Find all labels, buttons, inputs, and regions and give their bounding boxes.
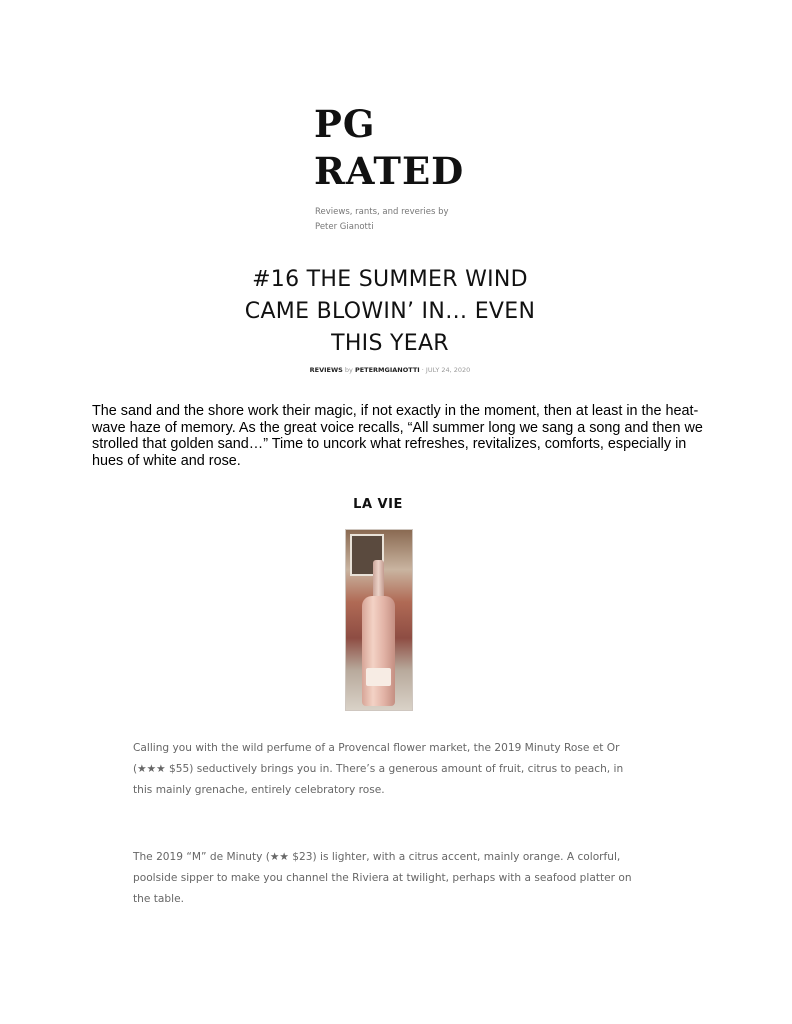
post-category-link[interactable]: REVIEWS — [309, 366, 343, 374]
site-logo-line-1[interactable]: PG — [314, 102, 376, 146]
intro-paragraph: The sand and the shore work their magic, if not exactly in the moment, then at least in the heat-wave haze of memory. As the great voice recalls, “All summer long we sang a song and then we strolled that golden sand…” Time to uncork what refreshes, revitalizes, comforts, especially in hues of white and rose. — [92, 403, 703, 469]
post-title-line-3: THIS YEAR — [331, 331, 449, 356]
post-title — [200, 264, 580, 360]
post-date: · JULY 24, 2020 — [419, 366, 471, 374]
wine-bottle-photo — [345, 529, 413, 711]
post-meta — [200, 366, 580, 374]
post-author-link[interactable]: PETERMGIANOTTI — [354, 366, 420, 374]
bottle-body — [362, 596, 395, 706]
site-tagline — [315, 205, 449, 235]
post-title-line-1: #16 THE SUMMER WIND — [252, 267, 528, 292]
bottle-neck — [373, 560, 384, 600]
site-logo-line-2[interactable]: RATED — [314, 149, 465, 193]
tagline-line-1: Reviews, rants, and reveries by — [315, 207, 449, 217]
section-heading: LA VIE — [353, 497, 403, 512]
tagline-line-2: Peter Gianotti — [315, 222, 374, 232]
review-paragraph-2: The 2019 “M” de Minuty (★★ $23) is lighter, with a citrus accent, mainly orange. A colorful, poolside sipper to make you channel the Riviera at twilight, perhaps with a seafood platter on the table. — [133, 851, 632, 905]
post-title-line-2: CAME BLOWIN’ IN… EVEN — [244, 299, 536, 324]
review-paragraph-1: Calling you with the wild perfume of a Provencal flower market, the 2019 Minuty Rose et Or (★★★ $55) seductively brings you in. There’s a generous amount of fruit, citrus to peach, in this mainly grenache, entirely celebratory rose. — [133, 742, 624, 796]
post-by-text: by — [342, 366, 355, 374]
bottle-label — [366, 668, 391, 686]
